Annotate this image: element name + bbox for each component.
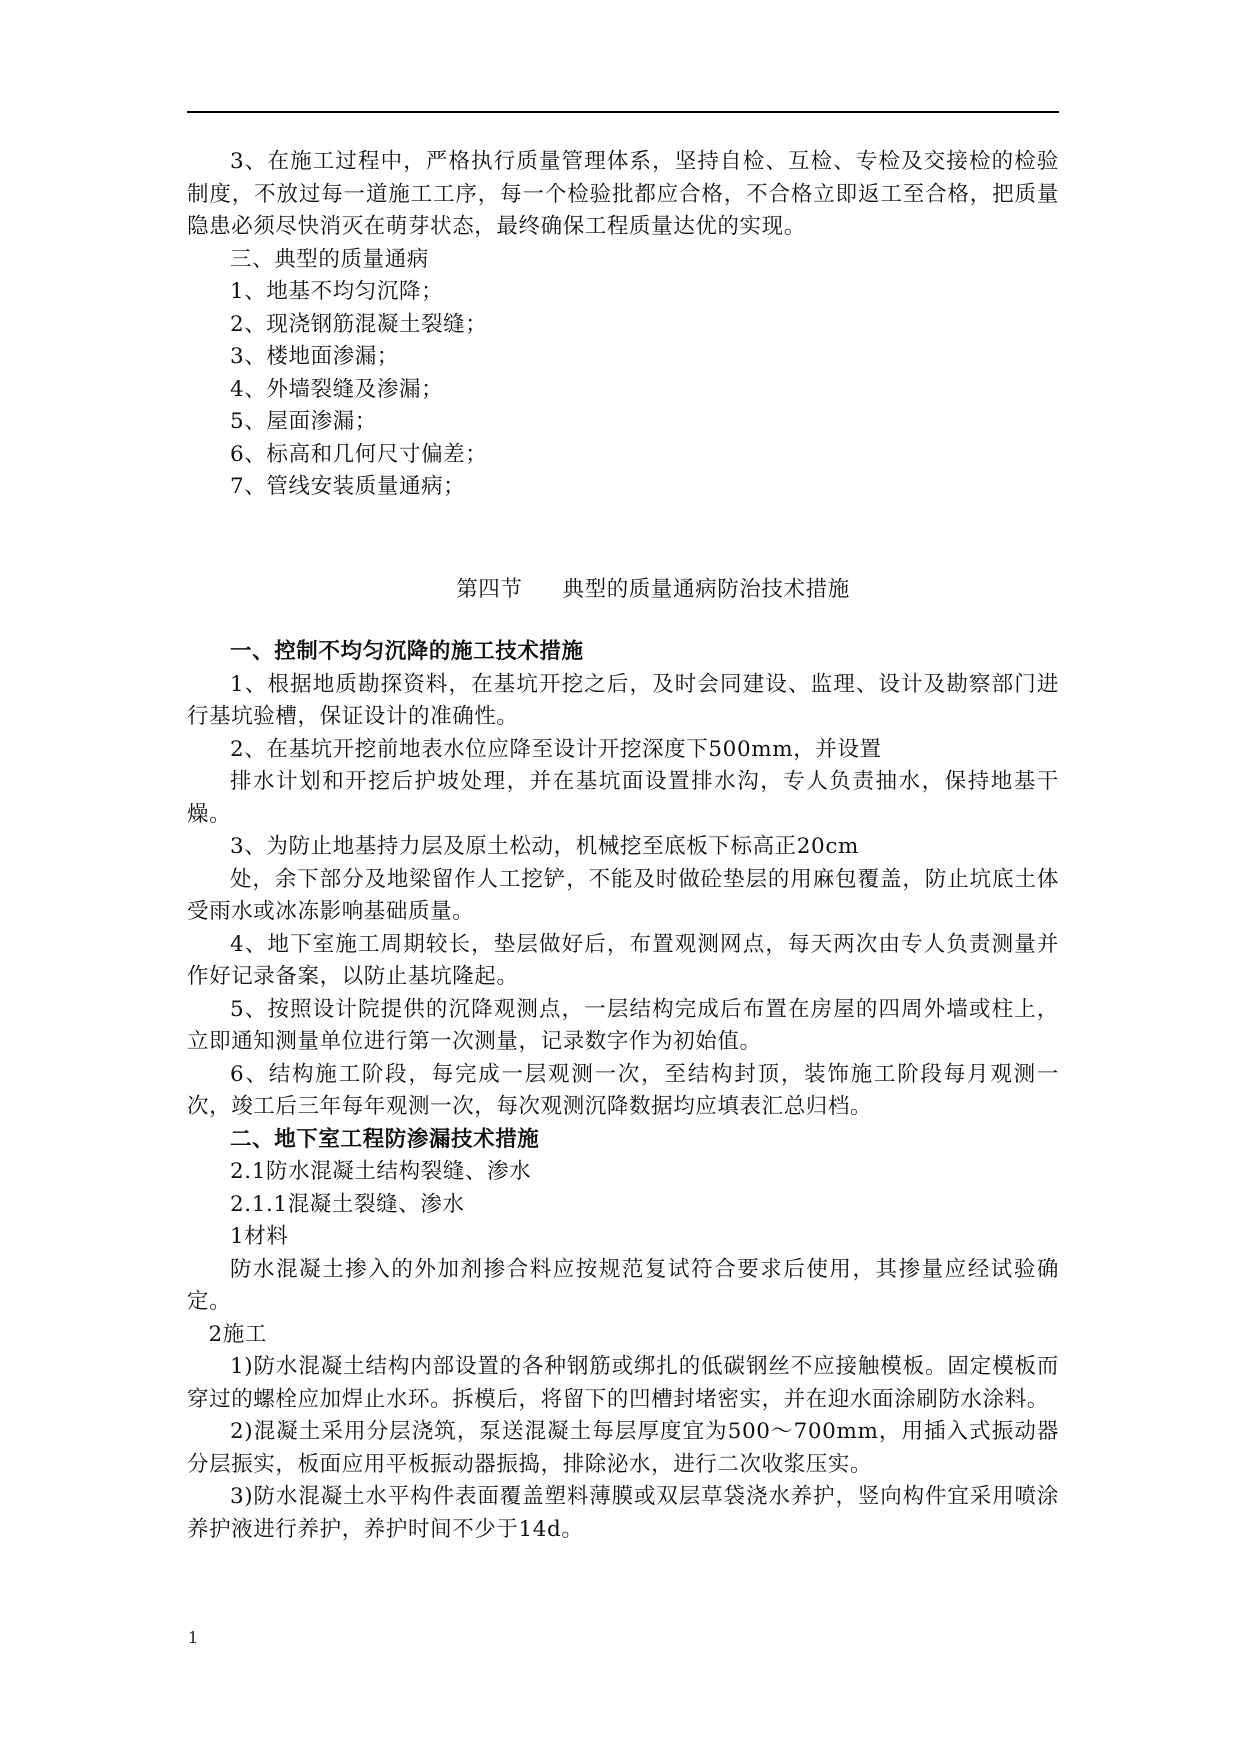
list-item: 5、屋面渗漏； (230, 409, 377, 434)
subheading: 2施工 (208, 1321, 267, 1347)
paragraph: 处，余下部分及地梁留作人工挖铲，不能及时做砼垫层的用麻包覆盖，防止坑底土体受雨水或冰冻影响基础质量。 (187, 866, 1059, 924)
paragraph: 2、在基坑开挖前地表水位应降至设计开挖深度下500mm，并设置 (230, 736, 882, 762)
subheading: 2.1防水混凝土结构裂缝、渗水 (230, 1159, 532, 1184)
document-body (187, 146, 1059, 1546)
list-item: 2、现浇钢筋混凝土裂缝； (230, 311, 488, 337)
spacer (187, 504, 1059, 574)
paragraph: 1、根据地质勘探资料，在基坑开挖之后，及时会同建设、监理、设计及勘察部门进行基坑验槽，保证设计的准确性。 (187, 671, 1059, 729)
list-item: 6、标高和几何尺寸偏差； (230, 441, 488, 467)
paragraph: 6、结构施工阶段，每完成一层观测一次，至结构封顶，装饰施工阶段每月观测一次，竣工后三年每年观测一次，每次观测沉降数据均应填表汇总归档。 (187, 1061, 1059, 1119)
paragraph: 3、为防止地基持力层及原土松动，机械挖至底板下标高正20cm (230, 834, 859, 859)
paragraph: 1)防水混凝土结构内部设置的各种钢筋或绑扎的低碳钢丝不应接触模板。固定模板而穿过的螺栓应加焊止水环。拆模后，将留下的凹槽封堵密实，并在迎水面涂刷防水涂料。 (187, 1354, 1059, 1412)
paragraph: 防水混凝土掺入的外加剂掺合料应按规范复试符合要求后使用，其掺量应经试验确定。 (187, 1256, 1059, 1314)
section-title-text: 典型的质量通病防治技术措施 (562, 576, 850, 602)
paragraph: 2)混凝土采用分层浇筑，泵送混凝土每层厚度宜为500～700mm，用插入式振动器分层振实，板面应用平板振动器振捣，排除泌水，进行二次收浆压实。 (187, 1419, 1059, 1477)
paragraph: 三、典型的质量通病 (230, 246, 429, 272)
paragraph: 排水计划和开挖后护坡处理，并在基坑面设置排水沟，专人负责抽水，保持地基干燥。 (187, 769, 1059, 827)
page-number: 1 (188, 1628, 199, 1647)
heading-1: 一、控制不均匀沉降的施工技术措施 (230, 639, 584, 664)
subheading: 2.1.1混凝土裂缝、渗水 (230, 1191, 465, 1217)
header-rule (187, 111, 1059, 113)
list-item: 4、外墙裂缝及渗漏； (230, 376, 444, 402)
heading-2: 二、地下室工程防渗漏技术措施 (230, 1126, 540, 1152)
paragraph: 3、在施工过程中，严格执行质量管理体系，坚持自检、互检、专检及交接检的检验制度，不放过每一道施工工序，每一个检验批都应合格，不合格立即返工至合格，把质量隐患必须尽快消灭在萌芽状态，最终确保工程质量达优的实现。 (187, 149, 1059, 239)
subheading: 1材料 (230, 1224, 289, 1249)
section-label: 第四节 (456, 576, 523, 602)
spacer (187, 606, 1059, 636)
list-item: 7、管线安装质量通病； (230, 474, 466, 499)
paragraph: 3)防水混凝土水平构件表面覆盖塑料薄膜或双层草袋浇水养护，竖向构件宜采用喷涂养护液进行养护，养护时间不少于14d。 (187, 1484, 1059, 1542)
section-title (187, 574, 1059, 607)
list-item: 3、楼地面渗漏； (230, 344, 399, 369)
list-item: 1、地基不均匀沉降； (230, 279, 444, 304)
paragraph: 5、按照设计院提供的沉降观测点，一层结构完成后布置在房屋的四周外墙或柱上，立即通知测量单位进行第一次测量，记录数字作为初始值。 (187, 996, 1059, 1054)
paragraph: 4、地下室施工周期较长，垫层做好后，布置观测网点，每天两次由专人负责测量并作好记录备案，以防止基坑隆起。 (187, 931, 1059, 989)
